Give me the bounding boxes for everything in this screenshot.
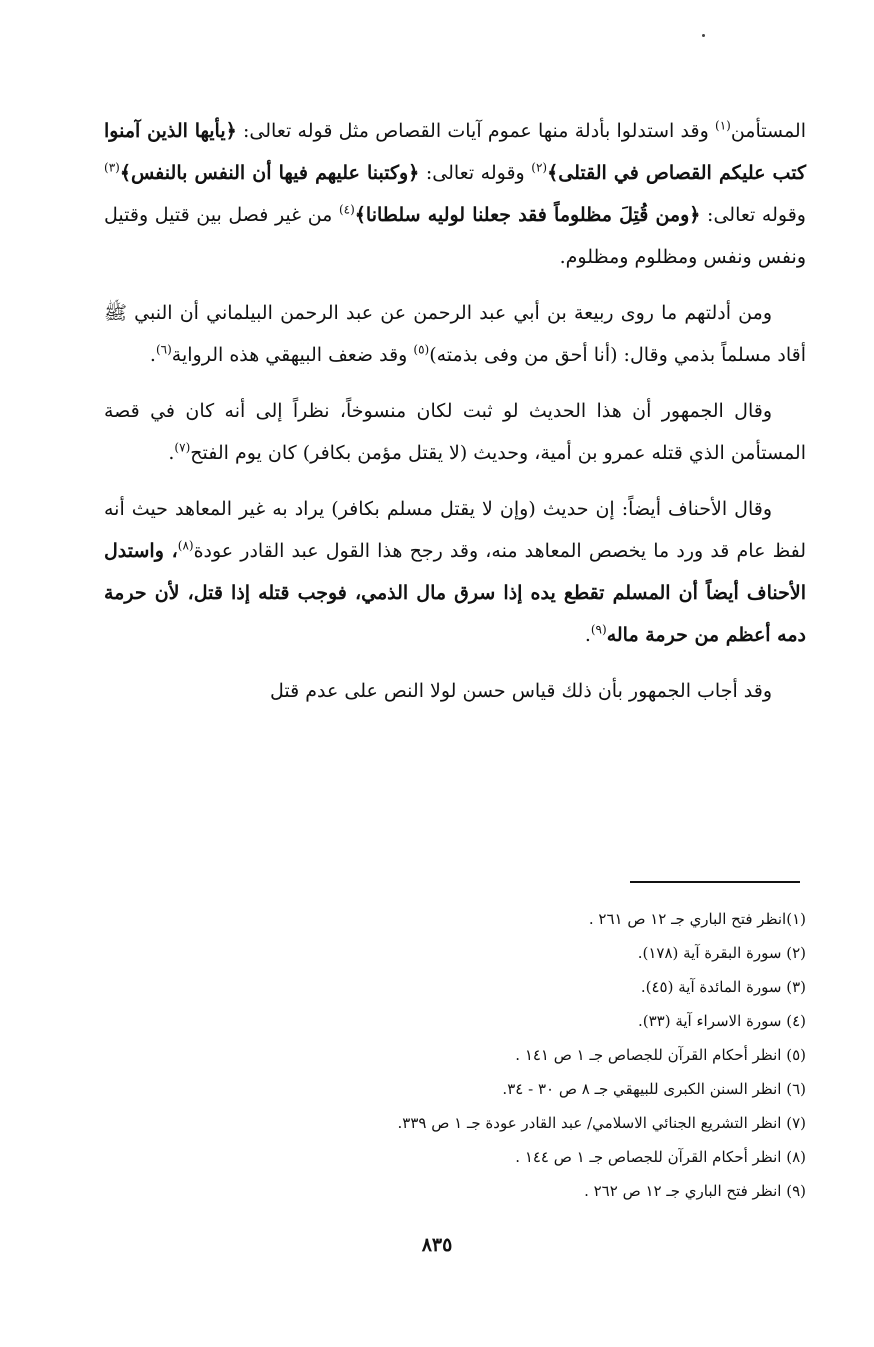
quran-verse-1: ﴿يأيها الذين آمنوا كتب عليكم القصاص في القتلى﴾: [104, 120, 806, 184]
quran-verse-3: ﴿ومن قُتِلَ مظلوماً فقد جعلنا لوليه سلطانا﴾: [354, 204, 701, 226]
paragraph-4: [104, 488, 806, 656]
paragraph-1: [104, 110, 806, 278]
footnote-ref-6[interactable]: (٦): [155, 342, 172, 357]
footnote-2: (٢) سورة البقرة آية (١٧٨).: [637, 944, 806, 962]
text-run: المستأمن: [730, 120, 806, 142]
body-text: [104, 110, 806, 726]
footnote-9: (٩) انظر فتح الباري جـ ١٢ ص ٢٦٢ .: [584, 1182, 806, 1200]
footnote-ref-3[interactable]: (٣): [104, 160, 120, 175]
footnotes: [104, 902, 806, 1208]
footnote-4: (٤) سورة الاسراء آية (٣٣).: [637, 1012, 806, 1030]
footnote-ref-4[interactable]: (٤): [338, 202, 355, 217]
footnote-ref-1[interactable]: (١): [715, 118, 731, 133]
text-run: .: [584, 624, 591, 646]
text-run-bold: ، واستدل الأحناف أيضاً أن المسلم تقطع يده إذا سرق مال الذمي، فوجب قتله إذا قتل، لأن حرمة دمه أعظم من حرمة ماله: [104, 540, 806, 646]
text-run: وقد استدلوا بأدلة منها عموم آيات القصاص مثل قوله تعالى:: [236, 120, 715, 142]
paragraph-2: [104, 292, 806, 376]
text-run: وقال الجمهور أن هذا الحديث لو ثبت لكان منسوخاً، نظراً إلى أنه كان في قصة المستأمن الذي قتله عمرو بن أمية، وحديث (لا يقتل مؤمن بكافر) كان يوم الفتح: [104, 400, 806, 464]
text-run: .: [149, 344, 156, 366]
footnote-6: (٦) انظر السنن الكبرى للبيهقي جـ ٨ ص ٣٠ - ٣٤.: [502, 1080, 806, 1098]
footnote-ref-7[interactable]: (٧): [174, 440, 191, 455]
text-run: من غير فصل بين قتيل وقتيل ونفس ونفس ومظلوم ومظلوم.: [104, 204, 806, 268]
text-run: ومن أدلتهم ما روى ربيعة بن أبي عبد الرحمن عن عبد الرحمن البيلماني أن النبي ﷺ أقاد مسلماً بذمي وقال: (أنا أحق من وفى بذمته): [104, 302, 806, 366]
footnote-ref-8[interactable]: (٨): [177, 538, 194, 553]
scan-speck: [702, 34, 705, 37]
text-run: وقد أجاب الجمهور بأن ذلك قياس حسن لولا النص على عدم قتل: [270, 680, 772, 702]
footnote-5: (٥) انظر أحكام القرآن للجصاص جـ ١ ص ١٤١ .: [515, 1046, 806, 1064]
footnote-ref-2[interactable]: (٢): [531, 160, 548, 175]
footnote-ref-9[interactable]: (٩): [590, 622, 607, 637]
paragraph-3: [104, 390, 806, 474]
footnote-ref-5[interactable]: (٥): [413, 342, 430, 357]
footnote-8: (٨) انظر أحكام القرآن للجصاص جـ ١ ص ١٤٤ .: [515, 1148, 806, 1166]
footnote-separator: [630, 881, 800, 883]
footnote-3: (٣) سورة المائدة آية (٤٥).: [640, 978, 806, 996]
text-run: وقوله تعالى:: [700, 204, 806, 226]
page-number: ٨٣٥: [421, 1234, 453, 1256]
footnote-7: (٧) انظر التشريع الجنائي الاسلامي/ عبد القادر عودة جـ ١ ص ٣٣٩.: [397, 1114, 806, 1132]
text-run: وقوله تعالى:: [419, 162, 532, 184]
text-run: .: [168, 442, 175, 464]
paragraph-5: [104, 670, 806, 712]
text-run: وقد ضعف البيهقي هذه الرواية: [171, 344, 414, 366]
quran-verse-2: ﴿وكتبنا عليهم فيها أن النفس بالنفس﴾: [119, 162, 420, 184]
text-run: وقال الأحناف أيضاً: إن حديث (وإن لا يقتل مسلم بكافر) يراد به غير المعاهد حيث أنه لفظ عام قد ورد ما يخصص المعاهد منه، وقد رجح هذا القول عبد القادر عودة: [104, 498, 807, 562]
footnote-1: (١)انظر فتح الباري جـ ١٢ ص ٢٦١ .: [588, 910, 806, 928]
